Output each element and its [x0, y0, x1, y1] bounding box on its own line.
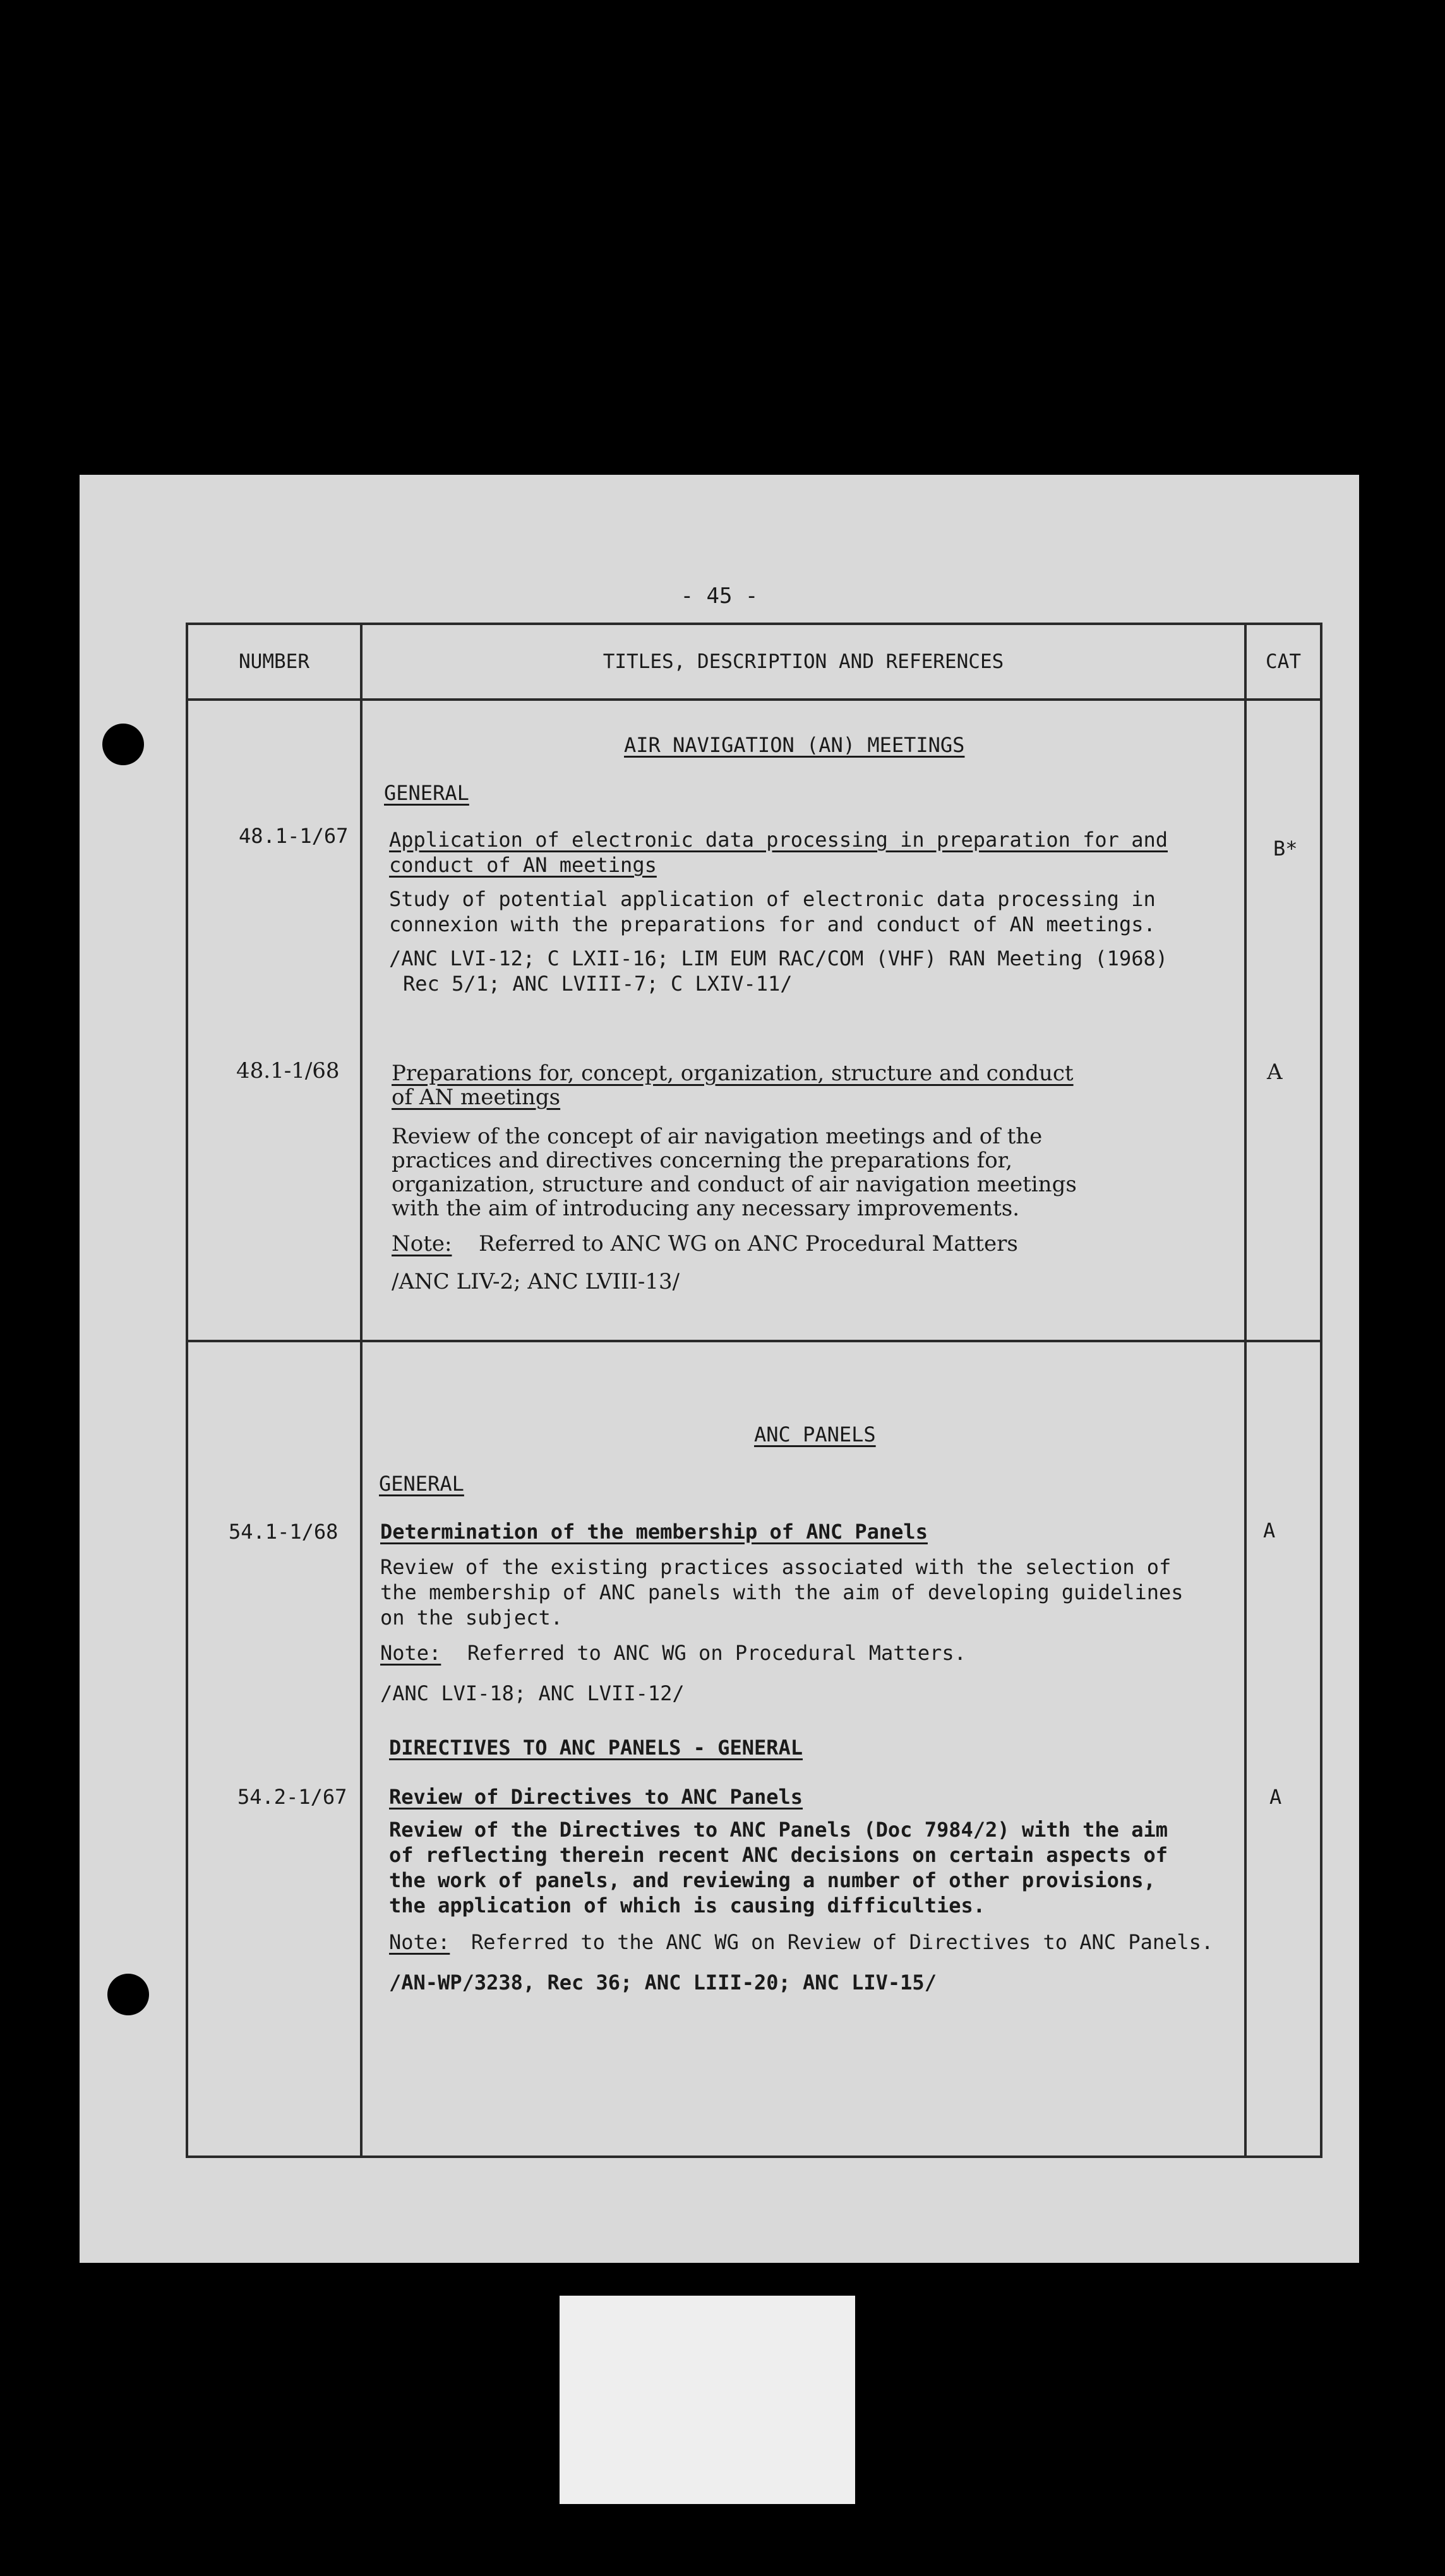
item-description: Review of the concept of air navigation meetings and of the	[392, 1124, 1043, 1149]
item-number: 48.1-1/67	[239, 824, 349, 848]
section-heading: ANC PANELS	[754, 1422, 876, 1446]
section-divider	[188, 1340, 1320, 1342]
note-text: Referred to ANC WG on ANC Procedural Matters	[479, 1231, 1018, 1256]
item-number: 54.1-1/68	[229, 1520, 339, 1544]
header-titles: TITLES, DESCRIPTION AND REFERENCES	[603, 650, 1004, 673]
item-description: with the aim of introducing any necessary improvements.	[392, 1196, 1020, 1221]
item-description: of reflecting therein recent ANC decisions on certain aspects of	[389, 1843, 1168, 1867]
header-divider	[188, 698, 1320, 701]
note-text: Referred to ANC WG on Procedural Matters.	[467, 1641, 966, 1665]
item-description: the work of panels, and reviewing a number of other provisions,	[389, 1868, 1156, 1892]
item-references: /ANC LVI-18; ANC LVII-12/	[380, 1681, 685, 1705]
item-references: Rec 5/1; ANC LVIII-7; C LXIV-11/	[403, 972, 793, 996]
blank-card	[560, 2296, 855, 2504]
section-heading: AIR NAVIGATION (AN) MEETINGS	[624, 733, 965, 757]
header-cat: CAT	[1266, 650, 1301, 673]
document-page	[80, 475, 1359, 2263]
item-description: connexion with the preparations for and conduct of AN meetings.	[389, 912, 1156, 936]
note-text: Referred to the ANC WG on Review of Directives to ANC Panels.	[471, 1930, 1214, 1954]
item-description: the application of which is causing difficulties.	[389, 1893, 986, 1917]
item-title: Determination of the membership of ANC Panels	[380, 1520, 928, 1544]
item-description: Review of the existing practices associated with the selection of	[380, 1555, 1172, 1579]
item-references: /ANC LIV-2; ANC LVIII-13/	[392, 1269, 680, 1294]
item-description: the membership of ANC panels with the aim of developing guidelines	[380, 1580, 1184, 1604]
item-description: on the subject.	[380, 1606, 563, 1630]
item-title: of AN meetings	[392, 1085, 561, 1110]
item-cat: B*	[1273, 837, 1298, 861]
section-subheading: GENERAL	[379, 1472, 464, 1496]
item-title: Preparations for, concept, organization, structure and conduct	[392, 1061, 1074, 1086]
column-divider-cat	[1244, 625, 1247, 2156]
item-number: 54.2-1/67	[237, 1785, 347, 1809]
note-label: Note:	[392, 1231, 452, 1256]
item-number: 48.1-1/68	[236, 1058, 340, 1083]
item-cat: A	[1263, 1518, 1276, 1542]
item-references: /AN-WP/3238, Rec 36; ANC LIII-20; ANC LIV-15/	[389, 1971, 937, 1995]
section-subheading: GENERAL	[384, 781, 469, 805]
register-table	[186, 623, 1322, 2158]
punch-hole-top	[102, 724, 144, 765]
column-divider-number	[360, 625, 363, 2156]
punch-hole-bottom	[107, 1974, 149, 2015]
header-number: NUMBER	[239, 650, 309, 673]
note-label: Note:	[389, 1930, 450, 1954]
page-number: - 45 -	[680, 583, 758, 609]
note-label: Note:	[380, 1641, 441, 1665]
item-description: practices and directives concerning the preparations for,	[392, 1148, 1012, 1173]
item-title: Application of electronic data processing in preparation for and	[389, 828, 1168, 852]
item-cat: A	[1269, 1785, 1282, 1809]
item-cat: A	[1267, 1059, 1283, 1085]
item-references: /ANC LVI-12; C LXII-16; LIM EUM RAC/COM (VHF) RAN Meeting (1968)	[389, 946, 1168, 970]
item-title: Review of Directives to ANC Panels	[389, 1785, 803, 1809]
item-title: conduct of AN meetings	[389, 853, 657, 877]
item-description: organization, structure and conduct of air navigation meetings	[392, 1172, 1077, 1197]
item-description: Review of the Directives to ANC Panels (Doc 7984/2) with the aim	[389, 1818, 1168, 1842]
section-subheading: DIRECTIVES TO ANC PANELS - GENERAL	[389, 1736, 803, 1760]
item-description: Study of potential application of electronic data processing in	[389, 887, 1156, 911]
